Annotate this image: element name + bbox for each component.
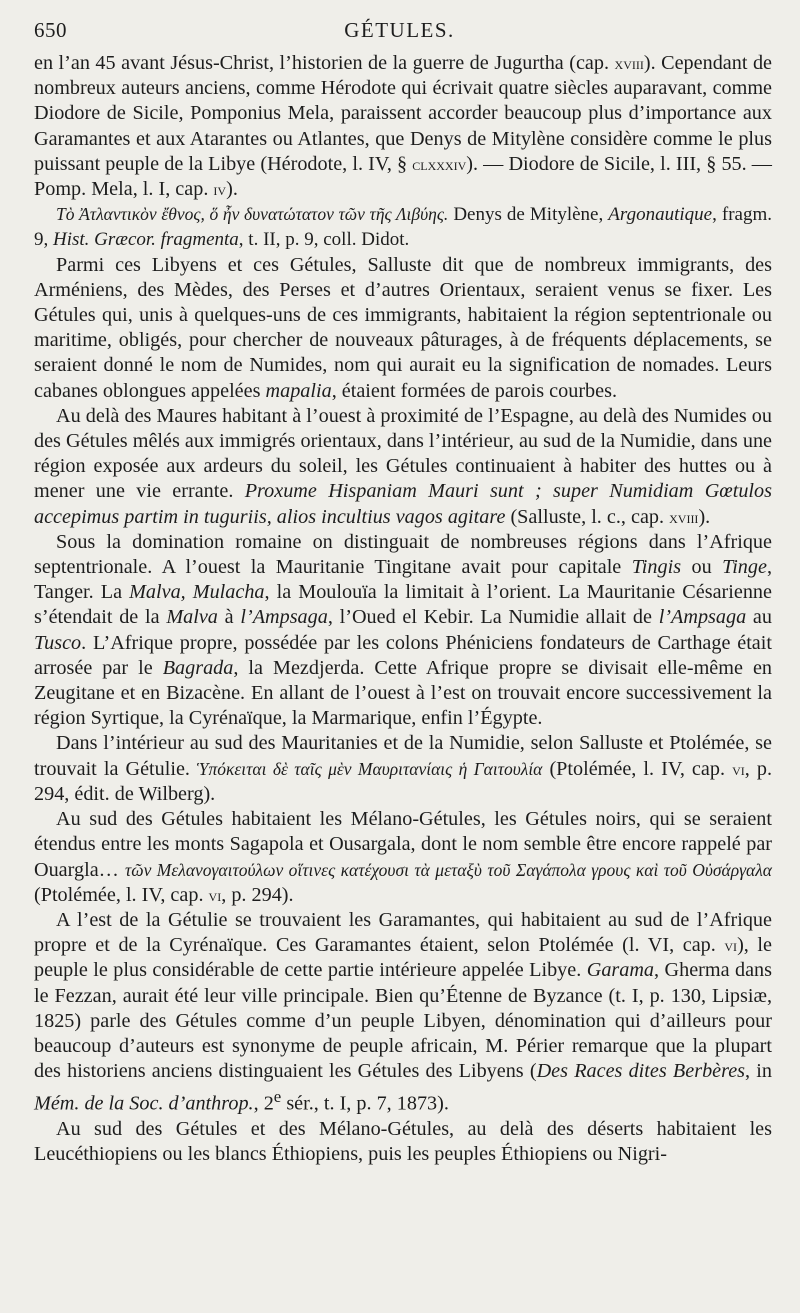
paragraph-5: Sous la domination romaine on distinguait de nombreuses régions dans l’Afrique septentrionale. A l’ouest la Mauritanie Tingitane avait pour capitale Tingis ou Tinge, Tanger. La Malva, Mulacha, la Moulouïa la limitait à l’orient. La Mauritanie Césarienne s’étendait de la Malva à l’Ampsaga, l’Oued el Kebir. La Numidie allait de l’Ampsaga au Tusco. L’Afrique propre, possédée par les colons Phéniciens fondateurs de Carthage était arrosée par le Bagrada, la Mezdjerda. Cette Afrique propre se divisait elle-même en Zeugitane et en Bizacène. En allant de l’ouest à l’est on trouvait encore successivement la région Syrtique, la Cyrénaïque, la Marmarique, enfin l’Égypte. — [34, 530, 772, 730]
running-title: GÉTULES. — [344, 18, 455, 42]
page-header — [34, 18, 772, 43]
paragraph-1: en l’an 45 avant Jésus-Christ, l’historien de la guerre de Jugurtha (cap. xviii). Cependant de nombreux auteurs anciens, comme Hérodote qui écrivait quatre siècles auparavant, comme Diodore de Sicile, Pomponius Mela, paraissent accorder beaucoup plus d’importance aux Garamantes et aux Atarantes ou Atlantes, que Denys de Mitylène considère comme le plus puissant peuple de la Libye (Hérodote, l. IV, § clxxxiv). — Diodore de Sicile, l. III, § 55. — Pomp. Mela, l. I, cap. iv). — [34, 52, 772, 201]
paragraph-9: Au sud des Gétules et des Mélano-Gétules, au delà des déserts habitaient les Leucéthiopiens ou les blancs Éthiopiens, puis les peuples Éthiopiens ou Nigri- — [34, 1118, 772, 1166]
greek-quote: Τὸ Ἀτλαντικὸν ἔθνος, ὅ ἦν δυνατώτατον τῶν τῆς Λιβύης. — [56, 204, 449, 225]
paragraph-3: Parmi ces Libyens et ces Gétules, Salluste dit que de nombreux immigrants, des Arméniens, des Mèdes, des Perses et d’autres Orientaux, seraient venus se fixer. Les Gétules qui, unis à quelques-uns de ces immigrants, habitaient la région septentrionale ou maritime, obligés, pour chercher de nouveaux pâturages, à de fréquents déplacements, se seraient donné le nom de Numides, nom qui aurait eu la signification de nomades. Leurs cabanes oblongues appelées mapalia, étaient formées de parois courbes. — [34, 253, 772, 402]
paragraph-2-greek-quote: Τὸ Ἀτλαντικὸν ἔθνος, ὅ ἦν δυνατώτατον τῶν τῆς Λιβύης. Denys de Mitylène, Argonautique, fragm. 9, Hist. Græcor. fragmenta, t. II, p. 9, coll. Didot. — [34, 204, 772, 251]
page-body — [34, 51, 772, 1168]
page-number: 650 — [34, 18, 67, 42]
greek-quote: Ὑπόκειται δὲ ταῖς μὲν Μαυριτανίαις ἡ Γαιτουλία — [197, 758, 543, 779]
paragraph-6: Dans l’intérieur au sud des Mauritanies et de la Numidie, selon Salluste et Ptolémée, se trouvait la Gétulie. Ὑπόκειται δὲ ταῖς μὲν Μαυριτανίαις ἡ Γαιτουλία (Ptolémée, l. IV, cap. vi, p. 294, édit. de Wilberg). — [34, 732, 773, 805]
paragraph-7: Au sud des Gétules habitaient les Mélano-Gétules, les Gétules noirs, qui se seraient étendus entre les monts Sagapola et Ousargala, dont le nom semble être encore rappelé par Ouargla… τῶν Μελανογαιτούλων οἵτινες κατέχουσι τὰ μεταξὺ τοῦ Σαγάπολα γρους καὶ τοῦ Οὐσάργαλα (Ptolémée, l. IV, cap. vi, p. 294). — [34, 808, 772, 906]
greek-quote: τῶν Μελανογαιτούλων οἵτινες κατέχουσι τὰ μεταξὺ τοῦ Σαγάπολα γρους καὶ τοῦ Οὐσάργαλα — [124, 859, 772, 880]
paragraph-8: A l’est de la Gétulie se trouvaient les Garamantes, qui habitaient au sud de l’Afrique propre et de la Cyrénaïque. Ces Garamantes étaient, selon Ptolémée (l. VI, cap. vi), le peuple le plus considérable de cette partie intérieure appelée Libye. Garama, Gherma dans le Fezzan, aurait été leur ville principale. Bien qu’Étenne de Byzance (t. I, p. 130, Lipsiæ, 1825) parle des Gétules comme d’un peuple Libyen, dénomination qui d’ailleurs pour beaucoup d’auteurs est synonyme de peuple africain, M. Périer remarque que la plupart des historiens anciens distinguaient les Gétules des Libyens (Des Races dites Berbères, in Mém. de la Soc. d’anthrop., 2e sér., t. I, p. 7, 1873). — [34, 908, 772, 1116]
paragraph-4: Au delà des Maures habitant à l’ouest à proximité de l’Espagne, au delà des Numides ou des Gétules mêlés aux immigrés orientaux, dans l’intérieur, au sud de la Numidie, dans une région exposée aux ardeurs du soleil, les Gétules continuaient à habiter des huttes ou à mener une vie errante. Proxume Hispaniam Mauri sunt ; super Numidiam Gœtulos accepimus partim in tuguriis, alios incultius vagos agitare (Salluste, l. c., cap. xviii). — [34, 404, 772, 528]
